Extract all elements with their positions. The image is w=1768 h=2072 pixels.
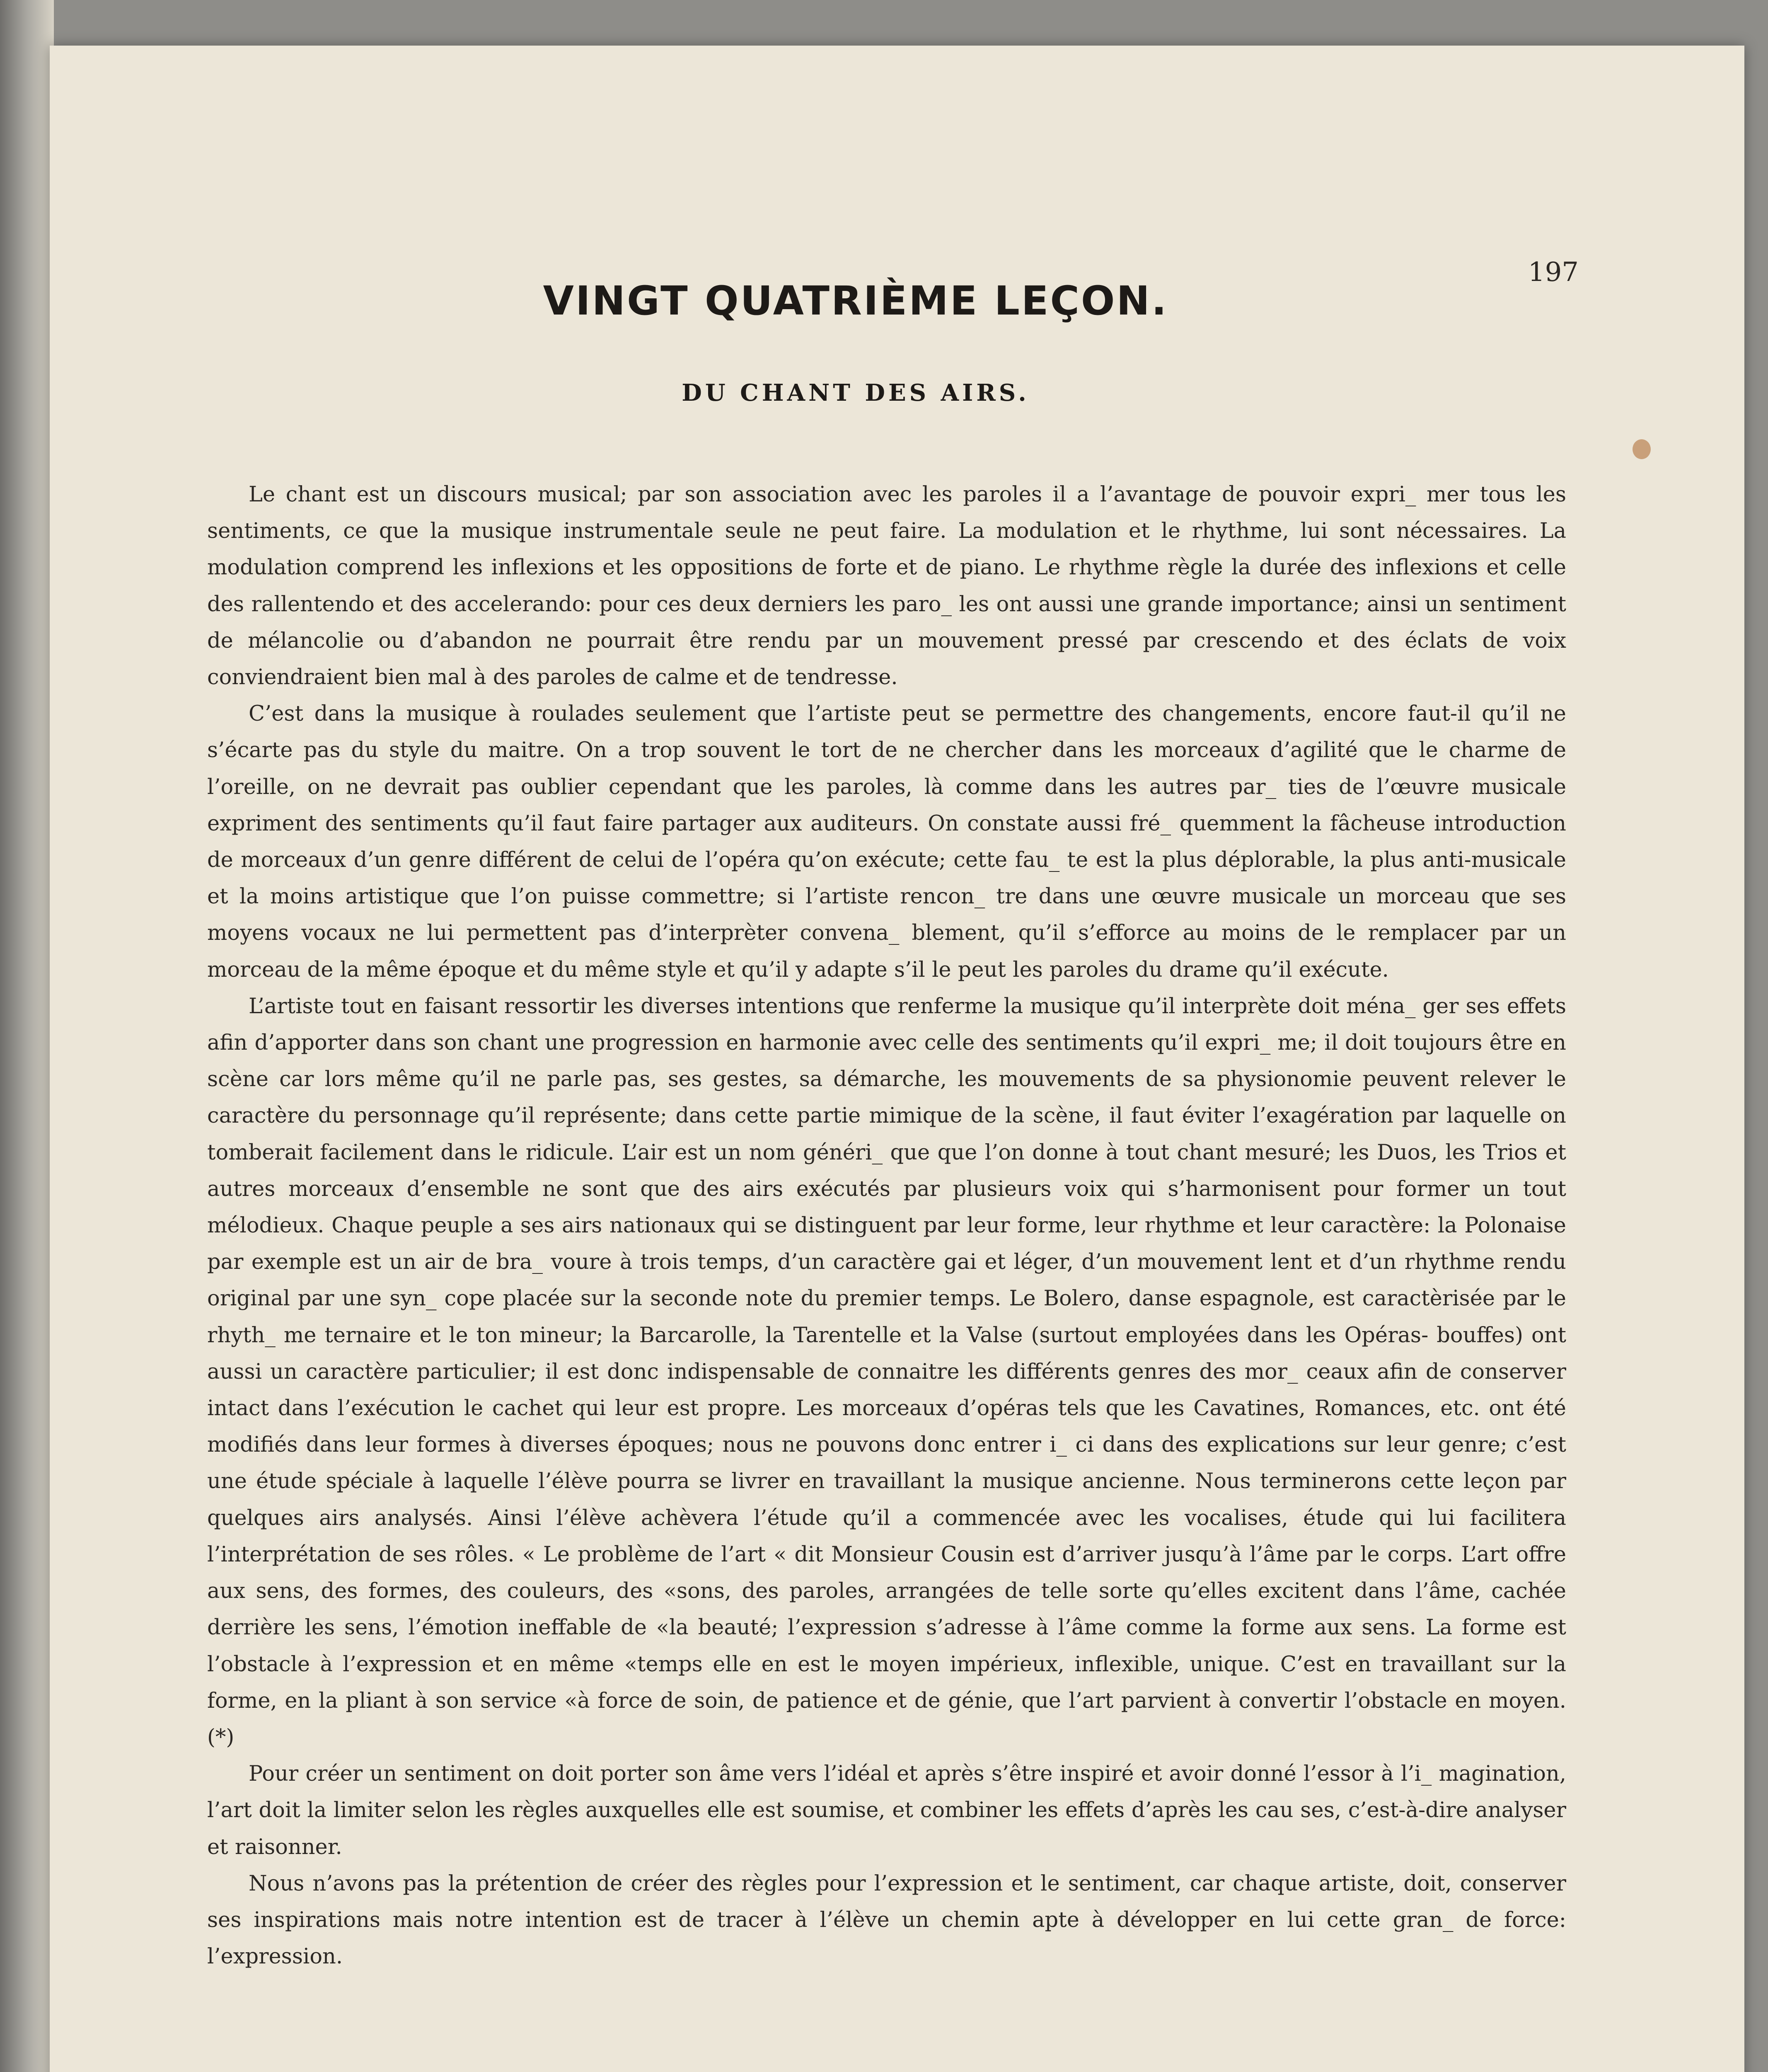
paper-stain <box>1633 439 1651 459</box>
paragraph: C’est dans la musique à roulades seulement que l’artiste peut se permettre des changements, encore faut-il qu’il ne s’écarte pas du style du maitre. On a trop souvent le tort de ne chercher dans les morceaux d’agilité que le charme de l’oreille, on ne devrait pas oublier cependant que les paroles, là comme dans les autres par_ ties de l’œuvre musicale expriment des sentiments qu’il faut faire partager aux auditeurs. On constate aussi fré_ quemment la fâcheuse introduction de morceaux d’un genre différent de celui de l’opéra qu’on exécute; cette fau_ te est la plus déplorable, la plus anti-musicale et la moins artistique que l’on puisse commettre; si l’artiste rencon_ tre dans une œuvre musicale un morceau que ses moyens vocaux ne lui permettent pas d’interprèter convena_ blement, qu’il s’efforce au moins de le remplacer par un morceau de la même époque et du même style et qu’il y adapte s’il le peut les paroles du drame qu’il exécute. <box>207 702 1566 982</box>
lesson-subtitle: DU CHANT DES AIRS. <box>682 379 1030 407</box>
lesson-title: VINGT QUATRIÈME LEÇON. <box>543 278 1168 324</box>
paragraph: L’artiste tout en faisant ressortir les diverses intentions que renferme la musique qu’il interprète doit ména_ ger ses effets afin d’apporter dans son chant une progression en harmonie avec celle des sentiments qu’il expri_ me; il doit toujours être en scène car lors même qu’il ne parle pas, ses gestes, sa démarche, les mouvements de sa physionomie peuvent relever le caractère du personnage qu’il représente; dans cette partie mimique de la scène, il faut éviter l’exagération par laquelle on tomberait facilement dans le ridicule. L’air est un nom généri_ que que l’on donne à tout chant mesuré; les Duos, les Trios et autres morceaux d’ensemble ne sont que des airs exécutés par plusieurs voix qui s’harmonisent pour former un tout mélodieux. Chaque peuple a ses airs nationaux qui se distinguent par leur forme, leur rhythme et leur caractère: la Polonaise par exemple est un air de bra_ voure à trois temps, d’un caractère gai et léger, d’un mouvement lent et d’un rhythme rendu original par une syn_ cope placée sur la seconde note du premier temps. Le Bolero, danse espagnole, est caractèrisée par le rhyth_ me ternaire et le ton mineur; la Barcarolle, la Tarentelle et la Valse (surtout employées dans les Opéras- bouffes) ont aussi un caractère particulier; il est donc indispensable de connaitre les différents genres des mor_ ceaux afin de conserver intact dans l’exécution le cachet qui leur est propre. Les morceaux d’opéras tels que les Cavatines, Romances, etc. ont été modifiés dans leur formes à diverses époques; nous ne pouvons donc entrer i_ ci dans des explications sur leur genre; c’est une étude spéciale à laquelle l’élève pourra se livrer en travaillant la musique ancienne. Nous terminerons cette leçon par quelques airs analysés. Ainsi l’élève achèvera l’étude qu’il a commencée avec les vocalises, étude qui lui facilitera l’interprétation de ses rôles. « Le problème de l’art « dit Monsieur Cousin est d’arriver jusqu’à l’âme par le corps. L’art offre aux sens, des formes, des couleurs, des «sons, des paroles, arrangées de telle sorte qu’elles excitent dans l’âme, cachée derrière les sens, l’émotion ineffable de «la beauté; l’expression s’adresse à l’âme comme la forme aux sens. La forme est l’obstacle à l’expression et en même «temps elle en est le moyen impérieux, inflexible, unique. C’est en travaillant sur la forme, en la pliant à son service «à force de soin, de patience et de génie, que l’art parvient à convertir l’obstacle en moyen. (*) <box>207 994 1566 1750</box>
paragraph: Le chant est un discours musical; par son association avec les paroles il a l’avantage de pouvoir expri_ mer tous les sentiments, ce que la musique instrumentale seule ne peut faire. La modulation et le rhythme, lui sont nécessaires. La modulation comprend les inflexions et les oppositions de forte et de piano. Le rhythme règle la durée des inflexions et celle des rallentendo et des accelerando: pour ces deux derniers les paro_ les ont aussi une grande importance; ainsi un sentiment de mélancolie ou d’abandon ne pourrait être rendu par un mouvement pressé par crescendo et des éclats de voix conviendraient bien mal à des paroles de calme et de tendresse. <box>207 482 1566 690</box>
book-page <box>50 46 1744 2072</box>
page-number: 197 <box>1528 257 1579 288</box>
paragraph: Nous n’avons pas la prétention de créer des règles pour l’expression et le sentiment, car chaque artiste, doit, conserver ses inspirations mais notre intention est de tracer à l’élève un chemin apte à développer en lui cette gran_ de force: l’expression. <box>207 1871 1566 1969</box>
book-binding <box>0 0 54 2072</box>
paragraph: Pour créer un sentiment on doit porter son âme vers l’idéal et après s’être inspiré et avoir donné l’essor à l’i_ magination, l’art doit la limiter selon les règles auxquelles elle est soumise, et combiner les effets d’après les cau ses, c’est-à-dire analyser et raisonner. <box>207 1762 1566 1859</box>
body-text <box>207 477 1566 1975</box>
